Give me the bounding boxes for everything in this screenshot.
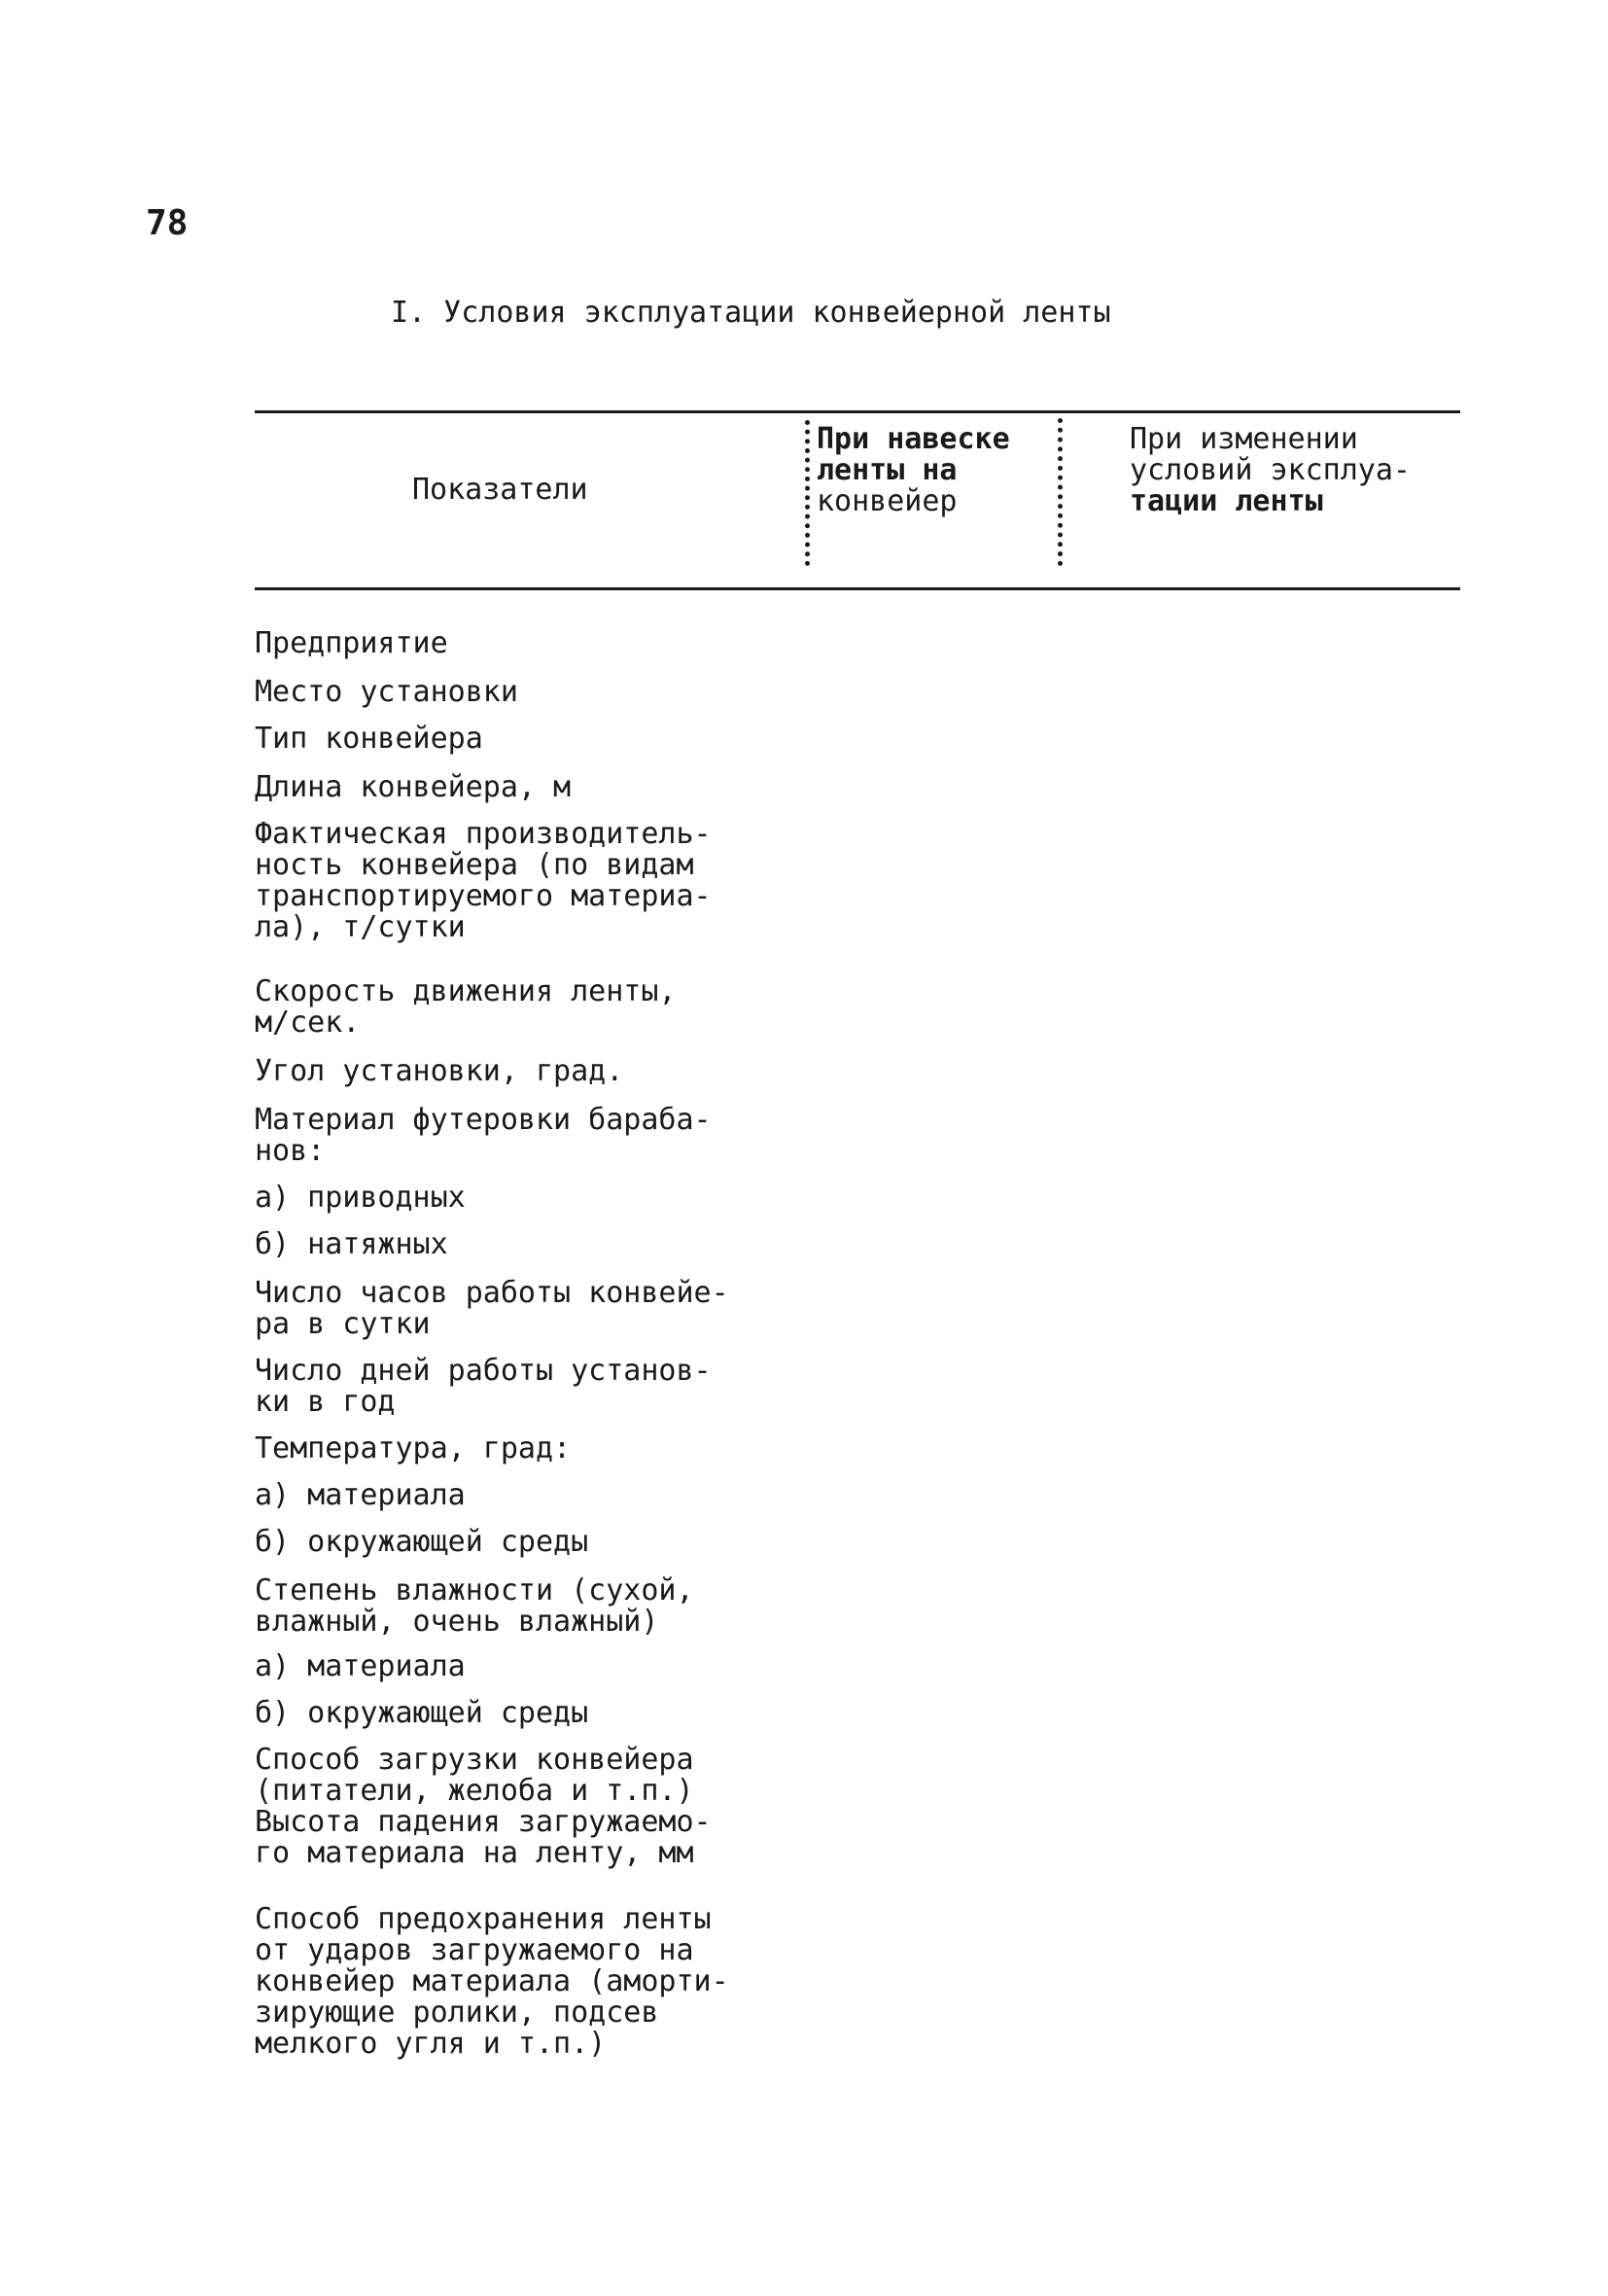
row-line: Способ предохранения ленты bbox=[255, 1902, 712, 1936]
header-on-installation bbox=[817, 424, 1010, 517]
row-line: от ударов загружаемого на bbox=[255, 1933, 694, 1967]
table-row bbox=[255, 1278, 729, 1340]
row-line: Место установки bbox=[255, 675, 518, 709]
table-row bbox=[255, 1183, 466, 1214]
header-line: тации ленты bbox=[1130, 484, 1323, 518]
header-line: конвейер bbox=[817, 484, 958, 518]
table-row bbox=[255, 1904, 729, 2060]
row-line: Скорость движения ленты, bbox=[255, 974, 677, 1008]
table-row bbox=[255, 1433, 571, 1465]
table-row bbox=[255, 628, 448, 659]
table-row bbox=[255, 1480, 466, 1511]
table-row bbox=[255, 819, 712, 943]
table-row bbox=[255, 1527, 588, 1558]
row-line: а) материала bbox=[255, 1478, 466, 1512]
row-line: а) материала bbox=[255, 1649, 466, 1683]
table-row bbox=[255, 1745, 712, 1869]
row-line: Степень влажности (сухой, bbox=[255, 1573, 694, 1607]
page-number: 78 bbox=[146, 203, 189, 243]
row-line: б) натяжных bbox=[255, 1227, 448, 1261]
row-line: Материал футеровки бараба- bbox=[255, 1103, 712, 1137]
row-line: Высота падения загружаемо- bbox=[255, 1805, 712, 1839]
table-row bbox=[255, 772, 571, 803]
row-line: б) окружающей среды bbox=[255, 1525, 589, 1559]
column-separator bbox=[1058, 418, 1063, 566]
row-line: транспортируемого материа- bbox=[255, 879, 712, 913]
row-line: м/сек. bbox=[255, 1006, 361, 1040]
table-row bbox=[255, 677, 518, 708]
row-line: (питатели, желоба и т.п.) bbox=[255, 1774, 694, 1808]
row-line: нов: bbox=[255, 1134, 326, 1168]
table-row bbox=[255, 1698, 588, 1729]
row-line: б) окружающей среды bbox=[255, 1696, 589, 1730]
table-row bbox=[255, 1651, 466, 1682]
table-row bbox=[255, 724, 483, 755]
section-title: I. Условия эксплуатации конвейерной ленты bbox=[391, 296, 1111, 330]
table-row bbox=[255, 1056, 623, 1087]
row-line: го материала на ленту, мм bbox=[255, 1836, 694, 1870]
header-line: Показатели bbox=[412, 473, 588, 507]
header-line: ленты на bbox=[817, 453, 958, 487]
row-line: Тип конвейера bbox=[255, 722, 483, 756]
row-line: мелкого угля и т.п.) bbox=[255, 2027, 607, 2061]
row-line: ра в сутки bbox=[255, 1307, 431, 1341]
row-line: ки в год bbox=[255, 1385, 396, 1419]
row-line: Температура, град: bbox=[255, 1431, 572, 1466]
header-line: При навеске bbox=[817, 422, 1010, 456]
row-line: ла), т/сутки bbox=[255, 910, 466, 944]
header-line: При изменении bbox=[1130, 422, 1358, 456]
row-line: влажный, очень влажный) bbox=[255, 1605, 659, 1639]
row-line: Фактическая производитель- bbox=[255, 817, 712, 851]
row-line: а) приводных bbox=[255, 1181, 466, 1215]
row-line: Длина конвейера, м bbox=[255, 770, 572, 804]
table-row bbox=[255, 1575, 694, 1638]
row-line: зирующие ролики, подсев bbox=[255, 1996, 659, 2030]
row-line: Предприятие bbox=[255, 626, 448, 660]
table-row bbox=[255, 1229, 448, 1260]
header-line: условий эксплуа- bbox=[1130, 453, 1411, 487]
table-row bbox=[255, 1356, 712, 1418]
column-separator bbox=[805, 420, 810, 566]
row-line: Способ загрузки конвейера bbox=[255, 1743, 694, 1777]
row-line: Число дней работы установ- bbox=[255, 1354, 712, 1388]
table-row bbox=[255, 976, 676, 1039]
row-line: Угол установки, град. bbox=[255, 1054, 624, 1088]
table-body bbox=[255, 0, 799, 2296]
header-on-change bbox=[1130, 424, 1411, 517]
row-line: конвейер материала (аморти- bbox=[255, 1964, 729, 1998]
row-line: ность конвейера (по видам bbox=[255, 848, 694, 882]
table-row bbox=[255, 1105, 712, 1167]
row-line: Число часов работы конвейе- bbox=[255, 1276, 729, 1310]
